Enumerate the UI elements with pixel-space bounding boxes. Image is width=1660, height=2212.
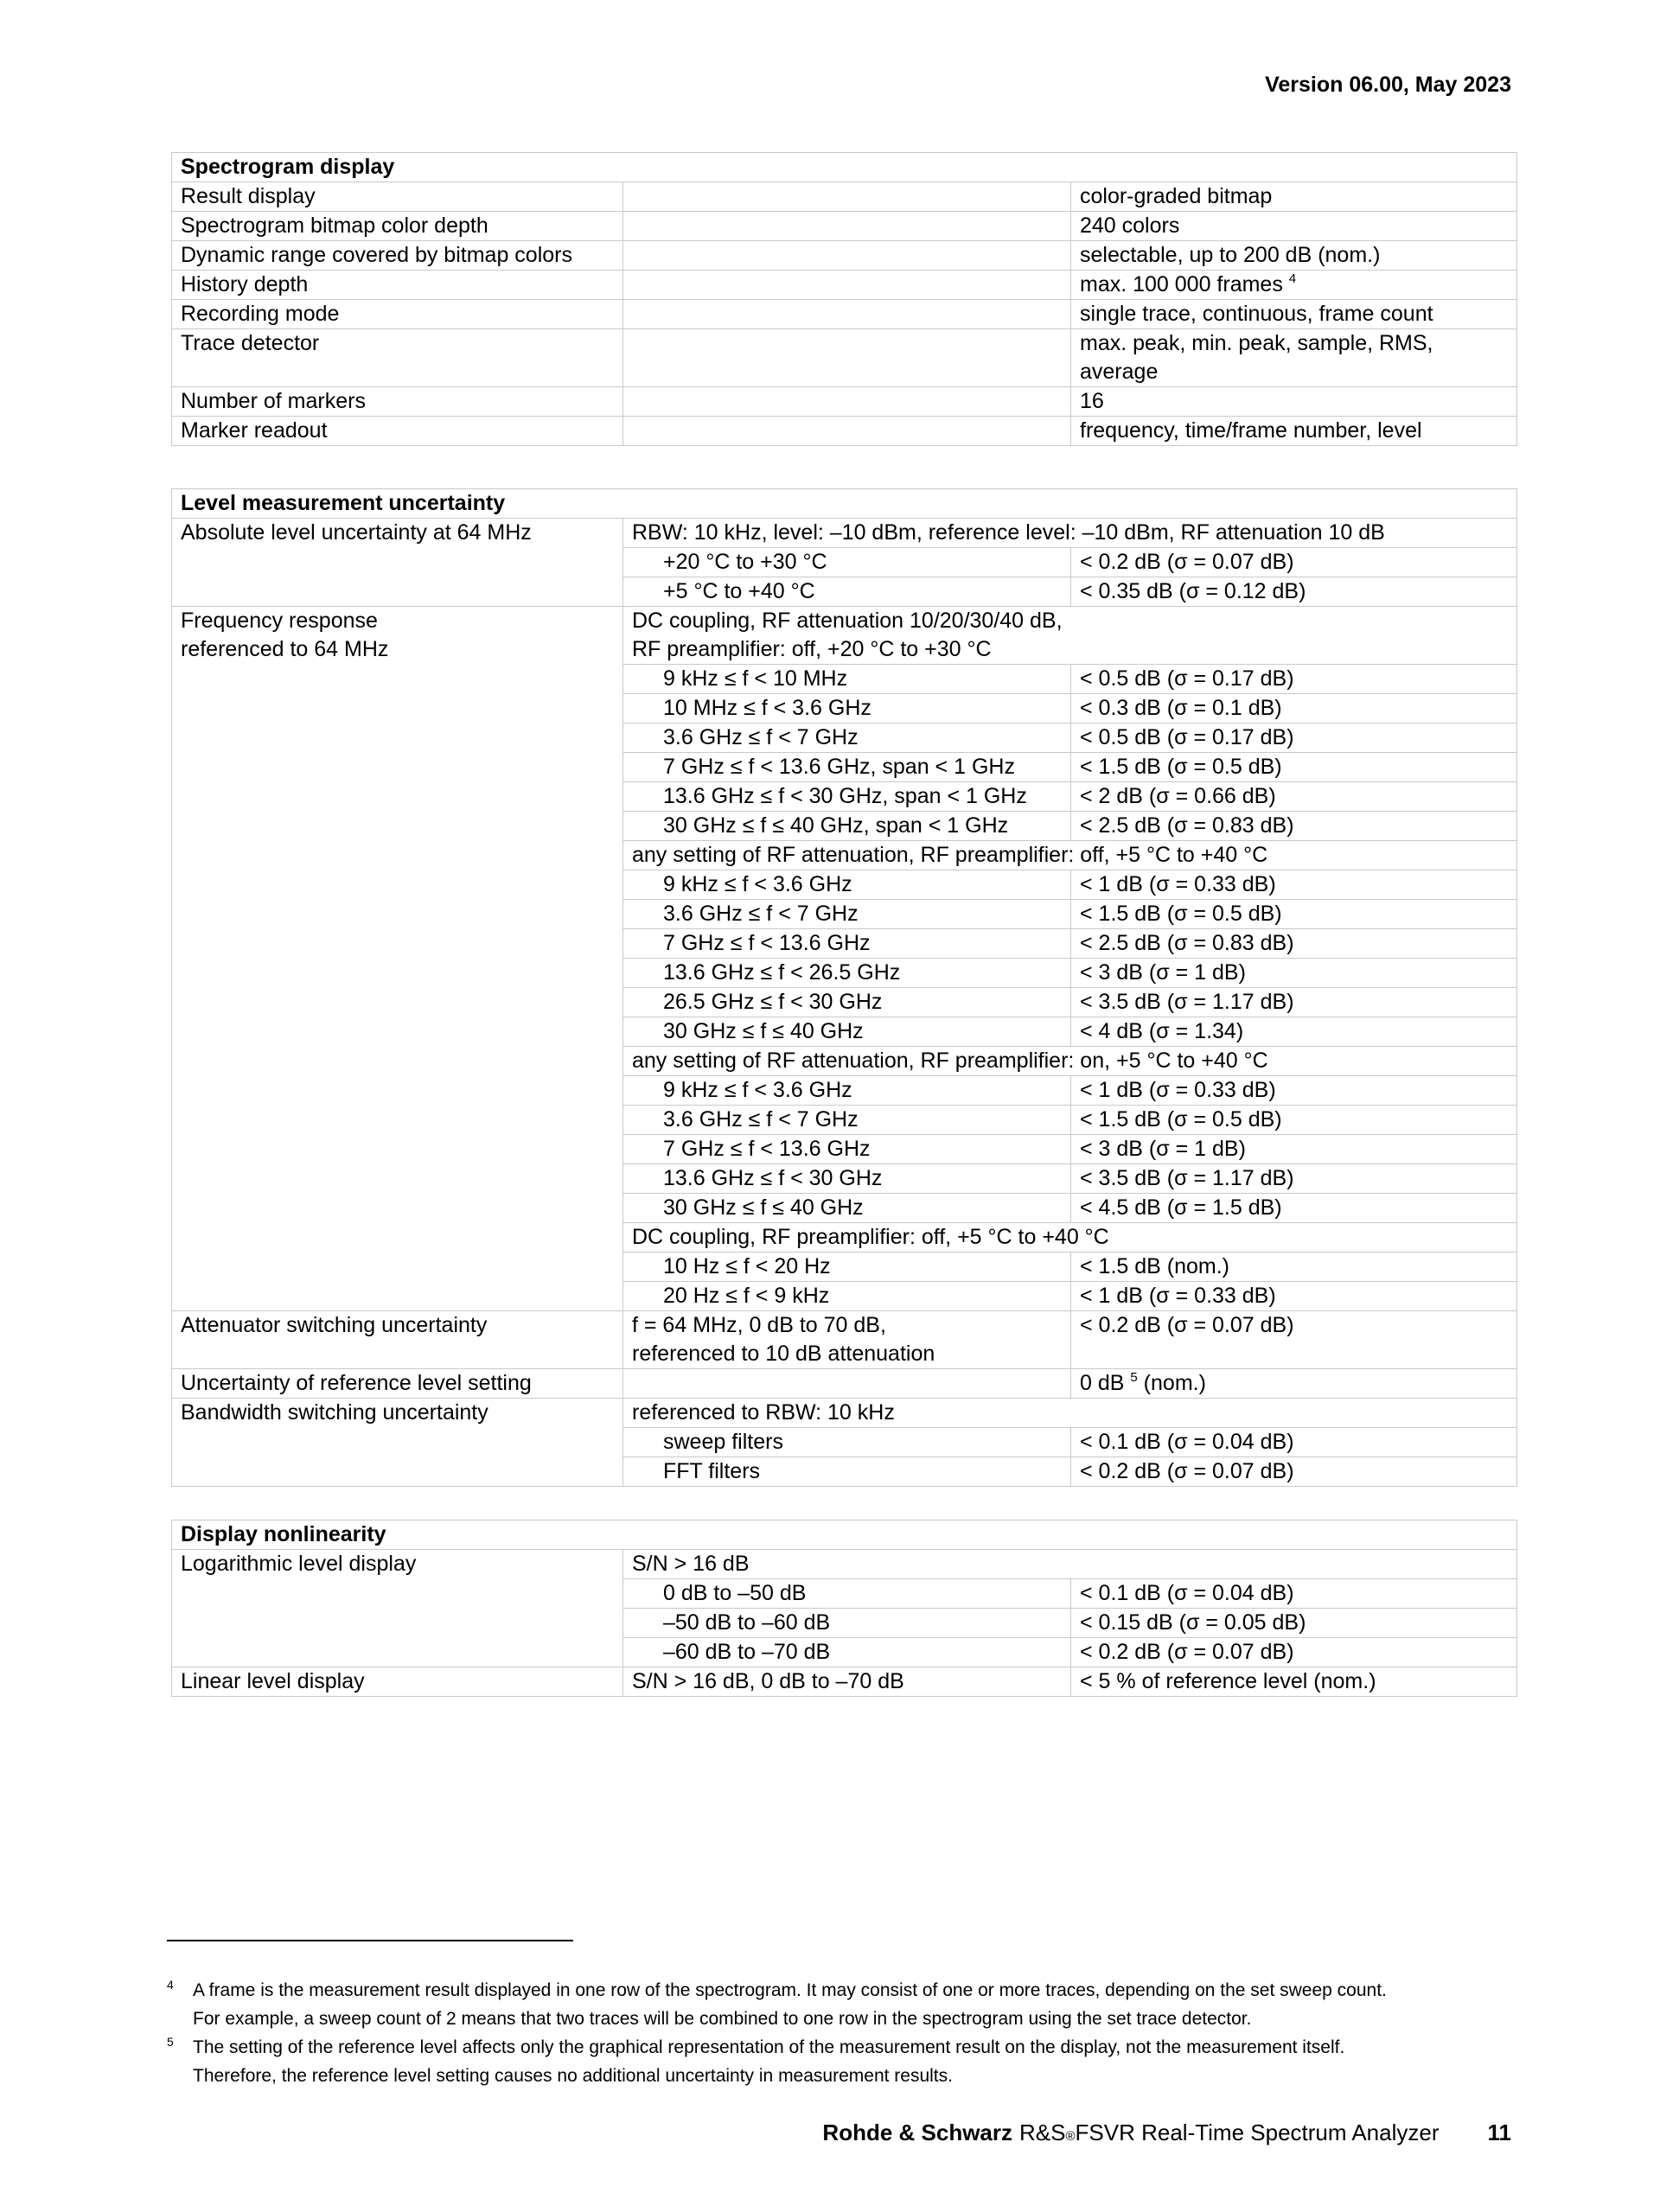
spec-value: < 1 dB (σ = 0.33 dB) [1071,1076,1517,1106]
spec-value-line: max. peak, min. peak, sample, RMS, [1080,331,1433,355]
spec-condition [623,387,1071,417]
spec-condition: 9 kHz ≤ f < 3.6 GHz [623,870,1071,900]
spec-value: < 0.2 dB (σ = 0.07 dB) [1071,1638,1517,1667]
spec-condition: 13.6 GHz ≤ f < 30 GHz [623,1164,1071,1194]
spec-condition: 7 GHz ≤ f < 13.6 GHz [623,929,1071,959]
table-row [172,417,1517,446]
spec-condition: 20 Hz ≤ f < 9 kHz [623,1282,1071,1311]
spec-value [1071,271,1517,300]
footnote-number: 5 [167,2035,174,2049]
product-name: FSVR Real-Time Spectrum Analyzer [1075,2120,1440,2145]
spec-label-line: Frequency response [181,609,378,633]
footnote-text: The setting of the reference level affects only the graphical representation of the measurement result on the display, not the measurement itself. [193,2037,1345,2057]
spec-label: Spectrogram bitmap color depth [172,212,623,241]
spec-condition: 10 Hz ≤ f < 20 Hz [623,1253,1071,1282]
spec-value: 240 colors [1071,212,1517,241]
spectrogram-display-table [171,152,1517,446]
spec-value: < 0.5 dB (σ = 0.17 dB) [1071,665,1517,694]
spec-value-text: max. 100 000 frames [1080,272,1283,296]
spec-value: < 0.15 dB (σ = 0.05 dB) [1071,1609,1517,1638]
spec-condition: 13.6 GHz ≤ f < 30 GHz, span < 1 GHz [623,782,1071,812]
spec-value: < 0.2 dB (σ = 0.07 dB) [1071,548,1517,577]
spec-value: 16 [1071,387,1517,417]
spec-label: Number of markers [172,387,623,417]
spec-label: Logarithmic level display [172,1550,623,1667]
spec-value: < 1.5 dB (σ = 0.5 dB) [1071,753,1517,782]
page-number: 11 [1487,2120,1511,2145]
spec-value: < 3 dB (σ = 1 dB) [1071,959,1517,988]
spec-value: < 3.5 dB (σ = 1.17 dB) [1071,988,1517,1017]
footnote-text: A frame is the measurement result displayed in one row of the spectrogram. It may consist of one or more traces, depending on the set sweep count. [193,1980,1387,2000]
table-row [172,1667,1517,1697]
table-row [172,241,1517,271]
spec-value: single trace, continuous, frame count [1071,300,1517,329]
spec-value: < 1 dB (σ = 0.33 dB) [1071,870,1517,900]
table-row [172,387,1517,417]
spec-value: < 0.5 dB (σ = 0.17 dB) [1071,724,1517,753]
table-row [172,329,1517,387]
spec-label: Recording mode [172,300,623,329]
spec-value: < 4.5 dB (σ = 1.5 dB) [1071,1194,1517,1223]
spec-label: Result display [172,182,623,212]
footnote-ref: 5 [1130,1370,1138,1385]
footnote-text: For example, a sweep count of 2 means that two traces will be combined to one row in the spectrogram using the set trace detector. [193,2009,1252,2029]
spec-value: < 0.35 dB (σ = 0.12 dB) [1071,577,1517,607]
condition-header: DC coupling, RF preamplifier: off, +5 °C to +40 °C [623,1223,1517,1253]
table-row [172,607,1517,636]
company-name: Rohde & Schwarz [822,2120,1013,2145]
spec-value: < 3.5 dB (σ = 1.17 dB) [1071,1164,1517,1194]
table-row [172,182,1517,212]
spec-value [1071,329,1517,387]
spec-label: Dynamic range covered by bitmap colors [172,241,623,271]
footnote-text: Therefore, the reference level setting causes no additional uncertainty in measurement results. [193,2066,953,2086]
spec-condition: +20 °C to +30 °C [623,548,1071,577]
condition-header: S/N > 16 dB [623,1550,1517,1579]
footnote [167,2033,1516,2090]
spec-value: < 2 dB (σ = 0.66 dB) [1071,782,1517,812]
section-title: Level measurement uncertainty [172,489,1517,519]
spec-condition-line: referenced to 10 dB attenuation [632,1342,935,1366]
spec-condition [623,329,1071,387]
table-row [172,519,1517,548]
condition-header: RF preamplifier: off, +20 °C to +30 °C [623,635,1517,665]
spec-condition: 26.5 GHz ≤ f < 30 GHz [623,988,1071,1017]
condition-header: DC coupling, RF attenuation 10/20/30/40 dB, [623,607,1517,636]
spec-condition: FFT filters [623,1457,1071,1487]
spec-label [172,607,623,1311]
spec-condition: –60 dB to –70 dB [623,1638,1071,1667]
condition-header: any setting of RF attenuation, RF preamplifier: off, +5 °C to +40 °C [623,841,1517,870]
spec-condition: 3.6 GHz ≤ f < 7 GHz [623,900,1071,929]
table-row [172,300,1517,329]
spec-label: Bandwidth switching uncertainty [172,1399,623,1487]
spec-condition [623,1311,1071,1369]
spec-label: Trace detector [172,329,623,387]
spec-value: < 1.5 dB (nom.) [1071,1253,1517,1282]
spec-label: Absolute level uncertainty at 64 MHz [172,519,623,607]
table-row [172,271,1517,300]
spec-condition: 13.6 GHz ≤ f < 26.5 GHz [623,959,1071,988]
spec-condition [623,1369,1071,1399]
spec-condition: S/N > 16 dB, 0 dB to –70 dB [623,1667,1071,1697]
spec-condition [623,300,1071,329]
spec-value-line: average [1080,360,1159,384]
spec-condition: 30 GHz ≤ f ≤ 40 GHz [623,1194,1071,1223]
spec-condition: 3.6 GHz ≤ f < 7 GHz [623,724,1071,753]
spec-condition: 30 GHz ≤ f ≤ 40 GHz [623,1017,1071,1047]
spec-value: < 3 dB (σ = 1 dB) [1071,1135,1517,1164]
table-row [172,1369,1517,1399]
spec-value: < 5 % of reference level (nom.) [1071,1667,1517,1697]
spec-condition [623,241,1071,271]
spec-condition: 0 dB to –50 dB [623,1579,1071,1609]
spec-label: Uncertainty of reference level setting [172,1369,623,1399]
spec-value: frequency, time/frame number, level [1071,417,1517,446]
spec-value: < 1 dB (σ = 0.33 dB) [1071,1282,1517,1311]
section-title: Spectrogram display [172,153,1517,182]
table-row [172,1550,1517,1579]
page-footer: Rohde & Schwarz R&S ® FSVR Real-Time Spectrum Analyzer 11 [822,2120,1511,2145]
spec-value: < 0.1 dB (σ = 0.04 dB) [1071,1428,1517,1457]
spec-value: < 1.5 dB (σ = 0.5 dB) [1071,1106,1517,1135]
spec-condition: 7 GHz ≤ f < 13.6 GHz [623,1135,1071,1164]
condition-header: referenced to RBW: 10 kHz [623,1399,1517,1428]
table-row [172,212,1517,241]
spec-value: < 4 dB (σ = 1.34) [1071,1017,1517,1047]
spec-condition: 10 MHz ≤ f < 3.6 GHz [623,694,1071,724]
spec-value: < 0.2 dB (σ = 0.07 dB) [1071,1457,1517,1487]
spec-label: Attenuator switching uncertainty [172,1311,623,1369]
footnote-separator [167,1940,573,1941]
section-title: Display nonlinearity [172,1520,1517,1550]
spec-condition: 7 GHz ≤ f < 13.6 GHz, span < 1 GHz [623,753,1071,782]
spec-value-text: 0 dB [1080,1371,1125,1395]
spec-value: < 2.5 dB (σ = 0.83 dB) [1071,929,1517,959]
condition-header: any setting of RF attenuation, RF preamplifier: on, +5 °C to +40 °C [623,1047,1517,1076]
display-nonlinearity-table [171,1520,1517,1697]
spec-condition: sweep filters [623,1428,1071,1457]
spec-value: < 0.1 dB (σ = 0.04 dB) [1071,1579,1517,1609]
spec-label: Linear level display [172,1667,623,1697]
spec-condition: 9 kHz ≤ f < 3.6 GHz [623,1076,1071,1106]
spec-value: < 1.5 dB (σ = 0.5 dB) [1071,900,1517,929]
spec-value: < 2.5 dB (σ = 0.83 dB) [1071,812,1517,841]
spec-condition [623,212,1071,241]
spec-label: History depth [172,271,623,300]
spec-value: < 0.3 dB (σ = 0.1 dB) [1071,694,1517,724]
spec-condition: –50 dB to –60 dB [623,1609,1071,1638]
spec-condition: +5 °C to +40 °C [623,577,1071,607]
footnote-ref: 4 [1288,271,1297,286]
spec-condition: 3.6 GHz ≤ f < 7 GHz [623,1106,1071,1135]
condition-header: RBW: 10 kHz, level: –10 dBm, reference level: –10 dBm, RF attenuation 10 dB [623,519,1517,548]
spec-label: Marker readout [172,417,623,446]
document-version: Version 06.00, May 2023 [1265,73,1511,97]
spec-condition [623,182,1071,212]
spec-condition-line: f = 64 MHz, 0 dB to 70 dB, [632,1313,886,1337]
spec-condition: 9 kHz ≤ f < 10 MHz [623,665,1071,694]
spec-condition [623,271,1071,300]
footnote-number: 4 [167,1978,174,1992]
spec-condition [623,417,1071,446]
spec-value-suffix: (nom.) [1137,1371,1206,1395]
spec-label-line: referenced to 64 MHz [181,637,389,661]
spec-value [1071,1369,1517,1399]
spec-value: < 0.2 dB (σ = 0.07 dB) [1071,1311,1517,1369]
product-prefix: R&S [1019,2120,1066,2145]
spec-value: selectable, up to 200 dB (nom.) [1071,241,1517,271]
footnote [167,1976,1516,2033]
table-row [172,1311,1517,1369]
table-row [172,1399,1517,1428]
level-uncertainty-table [171,488,1517,1487]
spec-value: color-graded bitmap [1071,182,1517,212]
spec-condition: 30 GHz ≤ f ≤ 40 GHz, span < 1 GHz [623,812,1071,841]
